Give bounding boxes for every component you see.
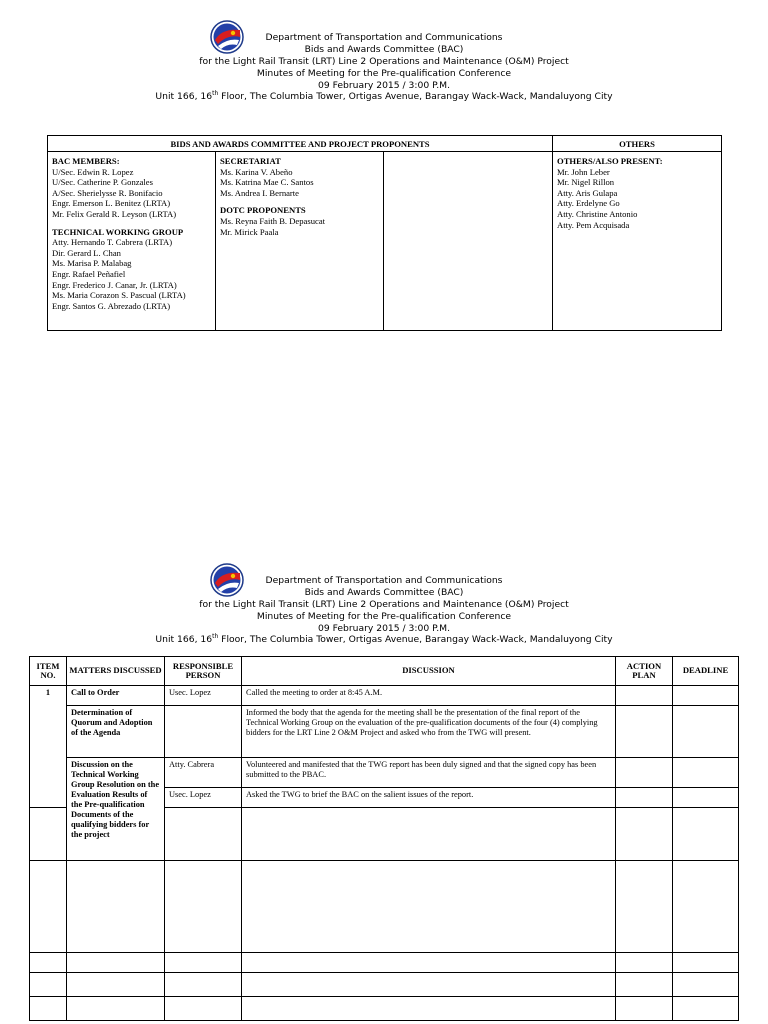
address-part: Floor, The Columbia Tower, Ortigas Avenue, Barangay Wack-Wack, Mandaluyong City xyxy=(218,91,613,102)
table-row xyxy=(30,686,739,706)
empty-cell xyxy=(67,997,165,1021)
list-item: Mr. Mirick Paala xyxy=(220,226,279,237)
empty-cell xyxy=(616,953,673,973)
empty-cell xyxy=(30,973,67,997)
empty-cell xyxy=(30,861,67,953)
empty-cell xyxy=(616,861,673,953)
attendance-table xyxy=(47,135,722,331)
header-matters: MATTERS DISCUSSED xyxy=(67,657,165,686)
list-item: U/Sec. Catherine P. Gonzales xyxy=(52,177,153,188)
discussion-cell: Asked the TWG to brief the BAC on the salient issues of the report. xyxy=(242,788,616,808)
header-line-1: Department of Transportation and Communications xyxy=(265,32,503,43)
header-line-4: Minutes of Meeting for the Pre-qualification Conference xyxy=(256,611,512,622)
list-item: Ms. Maria Corazon S. Pascual (LRTA) xyxy=(52,290,186,301)
discussion-cell: Informed the body that the agenda for the meeting shall be the presentation of the final report of the Technical Working Group on the evaluation of the pre-qualification documents of the four (4) complying bidders for the LRT Line 2 O&M Project and asked who from the TWG will present. xyxy=(242,706,616,758)
header-action-plan: ACTION PLAN xyxy=(616,657,673,686)
table-row xyxy=(30,997,739,1021)
empty-column xyxy=(384,152,553,331)
empty-cell xyxy=(30,953,67,973)
secretariat-title: SECRETARIAT xyxy=(220,156,281,166)
attendance-header-others: OTHERS xyxy=(553,136,722,152)
empty-cell xyxy=(165,953,242,973)
attendance-header-main: BIDS AND AWARDS COMMITTEE AND PROJECT PROPONENTS xyxy=(48,136,553,152)
empty-cell xyxy=(67,973,165,997)
list-item: Atty. Christine Antonio xyxy=(557,208,638,219)
discussion-cell: Volunteered and manifested that the TWG report has been duly signed and that the signed copy has been submitted to the PBAC. xyxy=(242,758,616,788)
empty-cell xyxy=(242,861,616,953)
action-cell xyxy=(616,686,673,706)
twg-title: TECHNICAL WORKING GROUP xyxy=(52,226,184,237)
empty-cell xyxy=(67,953,165,973)
item-number: 1 xyxy=(30,686,67,808)
list-item: Mr. Felix Gerald R. Leyson (LRTA) xyxy=(52,208,177,219)
list-item: A/Sec. Sherielysse R. Bonifacio xyxy=(52,187,163,198)
header-line-5: 09 February 2015 / 3:00 P.M. xyxy=(318,623,450,634)
list-item: Atty. Pem Acquisada xyxy=(557,219,630,230)
address-part: Unit 166, 16 xyxy=(155,634,213,645)
header-item-no: ITEM NO. xyxy=(30,657,67,686)
empty-cell xyxy=(673,808,739,861)
deadline-cell xyxy=(673,706,739,758)
deadline-cell xyxy=(673,788,739,808)
list-item: Mr. John Leber xyxy=(557,166,610,177)
header-line-3: for the Light Rail Transit (LRT) Line 2 Operations and Maintenance (O&M) Project xyxy=(199,56,569,67)
header-address xyxy=(0,91,768,102)
person-cell: Usec. Lopez xyxy=(165,788,242,808)
bac-members-title: BAC MEMBERS: xyxy=(52,156,120,166)
table-row xyxy=(30,861,739,953)
deadline-cell xyxy=(673,758,739,788)
header-line-3: for the Light Rail Transit (LRT) Line 2 Operations and Maintenance (O&M) Project xyxy=(199,599,569,610)
list-item: Atty. Aris Gulapa xyxy=(557,187,618,198)
address-part: Floor, The Columbia Tower, Ortigas Avenue, Barangay Wack-Wack, Mandaluyong City xyxy=(218,634,613,645)
list-item: Ms. Katrina Mae C. Santos xyxy=(220,177,314,188)
list-item: Engr. Rafael Peñafiel xyxy=(52,268,126,279)
list-item: Ms. Andrea I. Bernarte xyxy=(220,187,299,198)
list-item: Atty. Hernando T. Cabrera (LRTA) xyxy=(52,237,173,248)
empty-cell xyxy=(242,808,616,861)
header-line-5: 09 February 2015 / 3:00 P.M. xyxy=(318,80,450,91)
action-cell xyxy=(616,788,673,808)
address-sup: th xyxy=(212,89,219,97)
list-item: Ms. Reyna Faith B. Depasucat xyxy=(220,215,326,226)
action-cell xyxy=(616,706,673,758)
address-part: Unit 166, 16 xyxy=(155,91,213,102)
list-item: Ms. Karina V. Abeño xyxy=(220,166,293,177)
empty-cell xyxy=(165,808,242,861)
matter-cell: Determination of Quorum and Adoption of the Agenda xyxy=(67,706,165,758)
empty-cell xyxy=(30,808,67,861)
header-line-2: Bids and Awards Committee (BAC) xyxy=(304,587,464,598)
discussion-cell: Called the meeting to order at 8:45 A.M. xyxy=(242,686,616,706)
header-responsible: RESPONSIBLE PERSON xyxy=(165,657,242,686)
others-column xyxy=(553,152,722,331)
list-item: Engr. Frederico J. Canar, Jr. (LRTA) xyxy=(52,279,177,290)
header-line-4: Minutes of Meeting for the Pre-qualification Conference xyxy=(256,68,512,79)
header-deadline: DEADLINE xyxy=(673,657,739,686)
list-item: Ms. Marisa P. Malabag xyxy=(52,258,132,269)
empty-cell xyxy=(165,973,242,997)
list-item: Dir. Gerard L. Chan xyxy=(52,247,121,258)
list-item: U/Sec. Edwin R. Lopez xyxy=(52,166,134,177)
others-title: OTHERS/ALSO PRESENT: xyxy=(557,156,663,166)
empty-cell xyxy=(616,808,673,861)
person-cell: Usec. Lopez xyxy=(165,686,242,706)
table-row xyxy=(30,973,739,997)
address-sup: th xyxy=(212,632,219,640)
empty-cell xyxy=(673,973,739,997)
empty-cell xyxy=(242,997,616,1021)
list-item: Mr. Nigel Rillon xyxy=(557,177,615,188)
secretariat-column xyxy=(216,152,384,331)
empty-cell xyxy=(67,861,165,953)
dotc-title: DOTC PROPONENTS xyxy=(220,205,306,216)
person-cell: Atty. Cabrera xyxy=(165,758,242,788)
header-line-1: Department of Transportation and Communications xyxy=(265,575,503,586)
list-item: Atty. Erdelyne Go xyxy=(557,198,620,209)
empty-cell xyxy=(616,973,673,997)
list-item: Engr. Santos G. Abrezado (LRTA) xyxy=(52,300,171,311)
empty-cell xyxy=(30,997,67,1021)
minutes-table xyxy=(29,656,739,1021)
header-address xyxy=(0,634,768,645)
empty-cell xyxy=(673,997,739,1021)
table-row xyxy=(30,758,739,788)
empty-cell xyxy=(673,953,739,973)
action-cell xyxy=(616,758,673,788)
empty-cell xyxy=(165,997,242,1021)
table-row xyxy=(30,706,739,758)
header-discussion: DISCUSSION xyxy=(242,657,616,686)
matter-cell: Discussion on the Technical Working Group Resolution on the Evaluation Results of the Pre-qualification Documents of the qualifying bidders for the project xyxy=(67,758,165,861)
person-cell xyxy=(165,706,242,758)
empty-cell xyxy=(616,997,673,1021)
table-row xyxy=(30,953,739,973)
empty-cell xyxy=(242,953,616,973)
bac-column xyxy=(48,152,216,331)
empty-cell xyxy=(673,861,739,953)
empty-cell xyxy=(242,973,616,997)
list-item: Engr. Emerson L. Benitez (LRTA) xyxy=(52,198,171,209)
header-line-2: Bids and Awards Committee (BAC) xyxy=(304,44,464,55)
matter-cell: Call to Order xyxy=(67,686,165,706)
empty-cell xyxy=(165,861,242,953)
deadline-cell xyxy=(673,686,739,706)
